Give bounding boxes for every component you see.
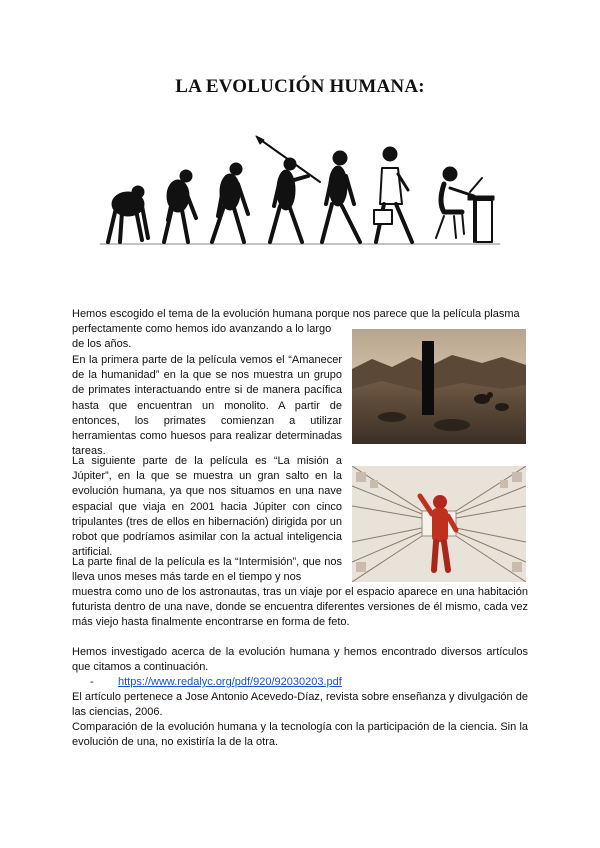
hunter-figure — [256, 136, 320, 242]
hominid-figure — [212, 163, 248, 242]
paragraph-article: El artículo pertenece a Jose Antonio Acevedo-Díaz, revista sobre enseñanza y divulgación de las ciencias, 2006. — [72, 691, 528, 719]
businessman-figure — [374, 147, 412, 242]
reference-item — [72, 675, 528, 690]
page-title: LA EVOLUCIÓN HUMANA: — [175, 76, 425, 97]
paragraph-part-1: En la primera parte de la película vemos el “Amanecer de la humanidad” en la que se nos muestra un grupo de primates interactuando entre si de manera pacífica hasta que encuentran un monolito. A partir de entonces, los primates comienzan a utilizar herramientas como huesos para realizar determinadas tareas. — [72, 354, 342, 458]
early-hominid-figure — [164, 170, 196, 242]
paragraph-part-3-start: La parte final de la película es la “Intermisión”, que nos lleva unos meses más tarde en el tiempo y nos — [72, 556, 342, 584]
monolith-shape — [422, 341, 434, 415]
paragraph-part-3-rest: muestra como uno de los astronautas, tras un viaje por el espacio aparece en una habitación futurista dentro de una nave, donde se encuentra diferentes versiones de él mismo, cada vez más viejo hasta finalmente encontrarse en forma de feto. — [72, 586, 528, 629]
intro-line-1: Hemos escogido el tema de la evolución humana porque nos parece que la película plasma — [72, 308, 520, 320]
intro-line-2: perfectamente como hemos ido avanzando a lo largo de los años. — [72, 323, 332, 351]
ape-figure — [108, 186, 148, 242]
spaceship-corridor-image — [352, 466, 526, 582]
monolith-scene-image — [352, 329, 526, 444]
paragraph-part-2: La siguiente parte de la película es “La misión a Júpiter”, en la que se muestra un gran salto en la evolución humana, ya que nos situamos en una nave espacial que viaja en 2001 hacia Júpiter con cinco tripulantes (tres de ellos en hibernación) dirigida por un robot que podríamos asimilar con la actual inteligencia artificial. — [72, 455, 342, 559]
computer-user-figure — [436, 167, 494, 242]
reference-link[interactable]: https://www.redalyc.org/pdf/920/92030203.pdf — [118, 676, 342, 688]
bullet-dash: - — [90, 676, 94, 688]
paragraph-research: Hemos investigado acerca de la evolución humana y hemos encontrado diversos artículos que citamos a continuación. — [72, 646, 528, 674]
paragraph-comparison: Comparación de la evolución humana y la tecnología con la participación de la ciencia. Sin la evolución de una, no existiría la de la otra. — [72, 721, 528, 749]
homo-sapiens-figure — [322, 151, 360, 242]
evolution-illustration — [98, 134, 502, 250]
